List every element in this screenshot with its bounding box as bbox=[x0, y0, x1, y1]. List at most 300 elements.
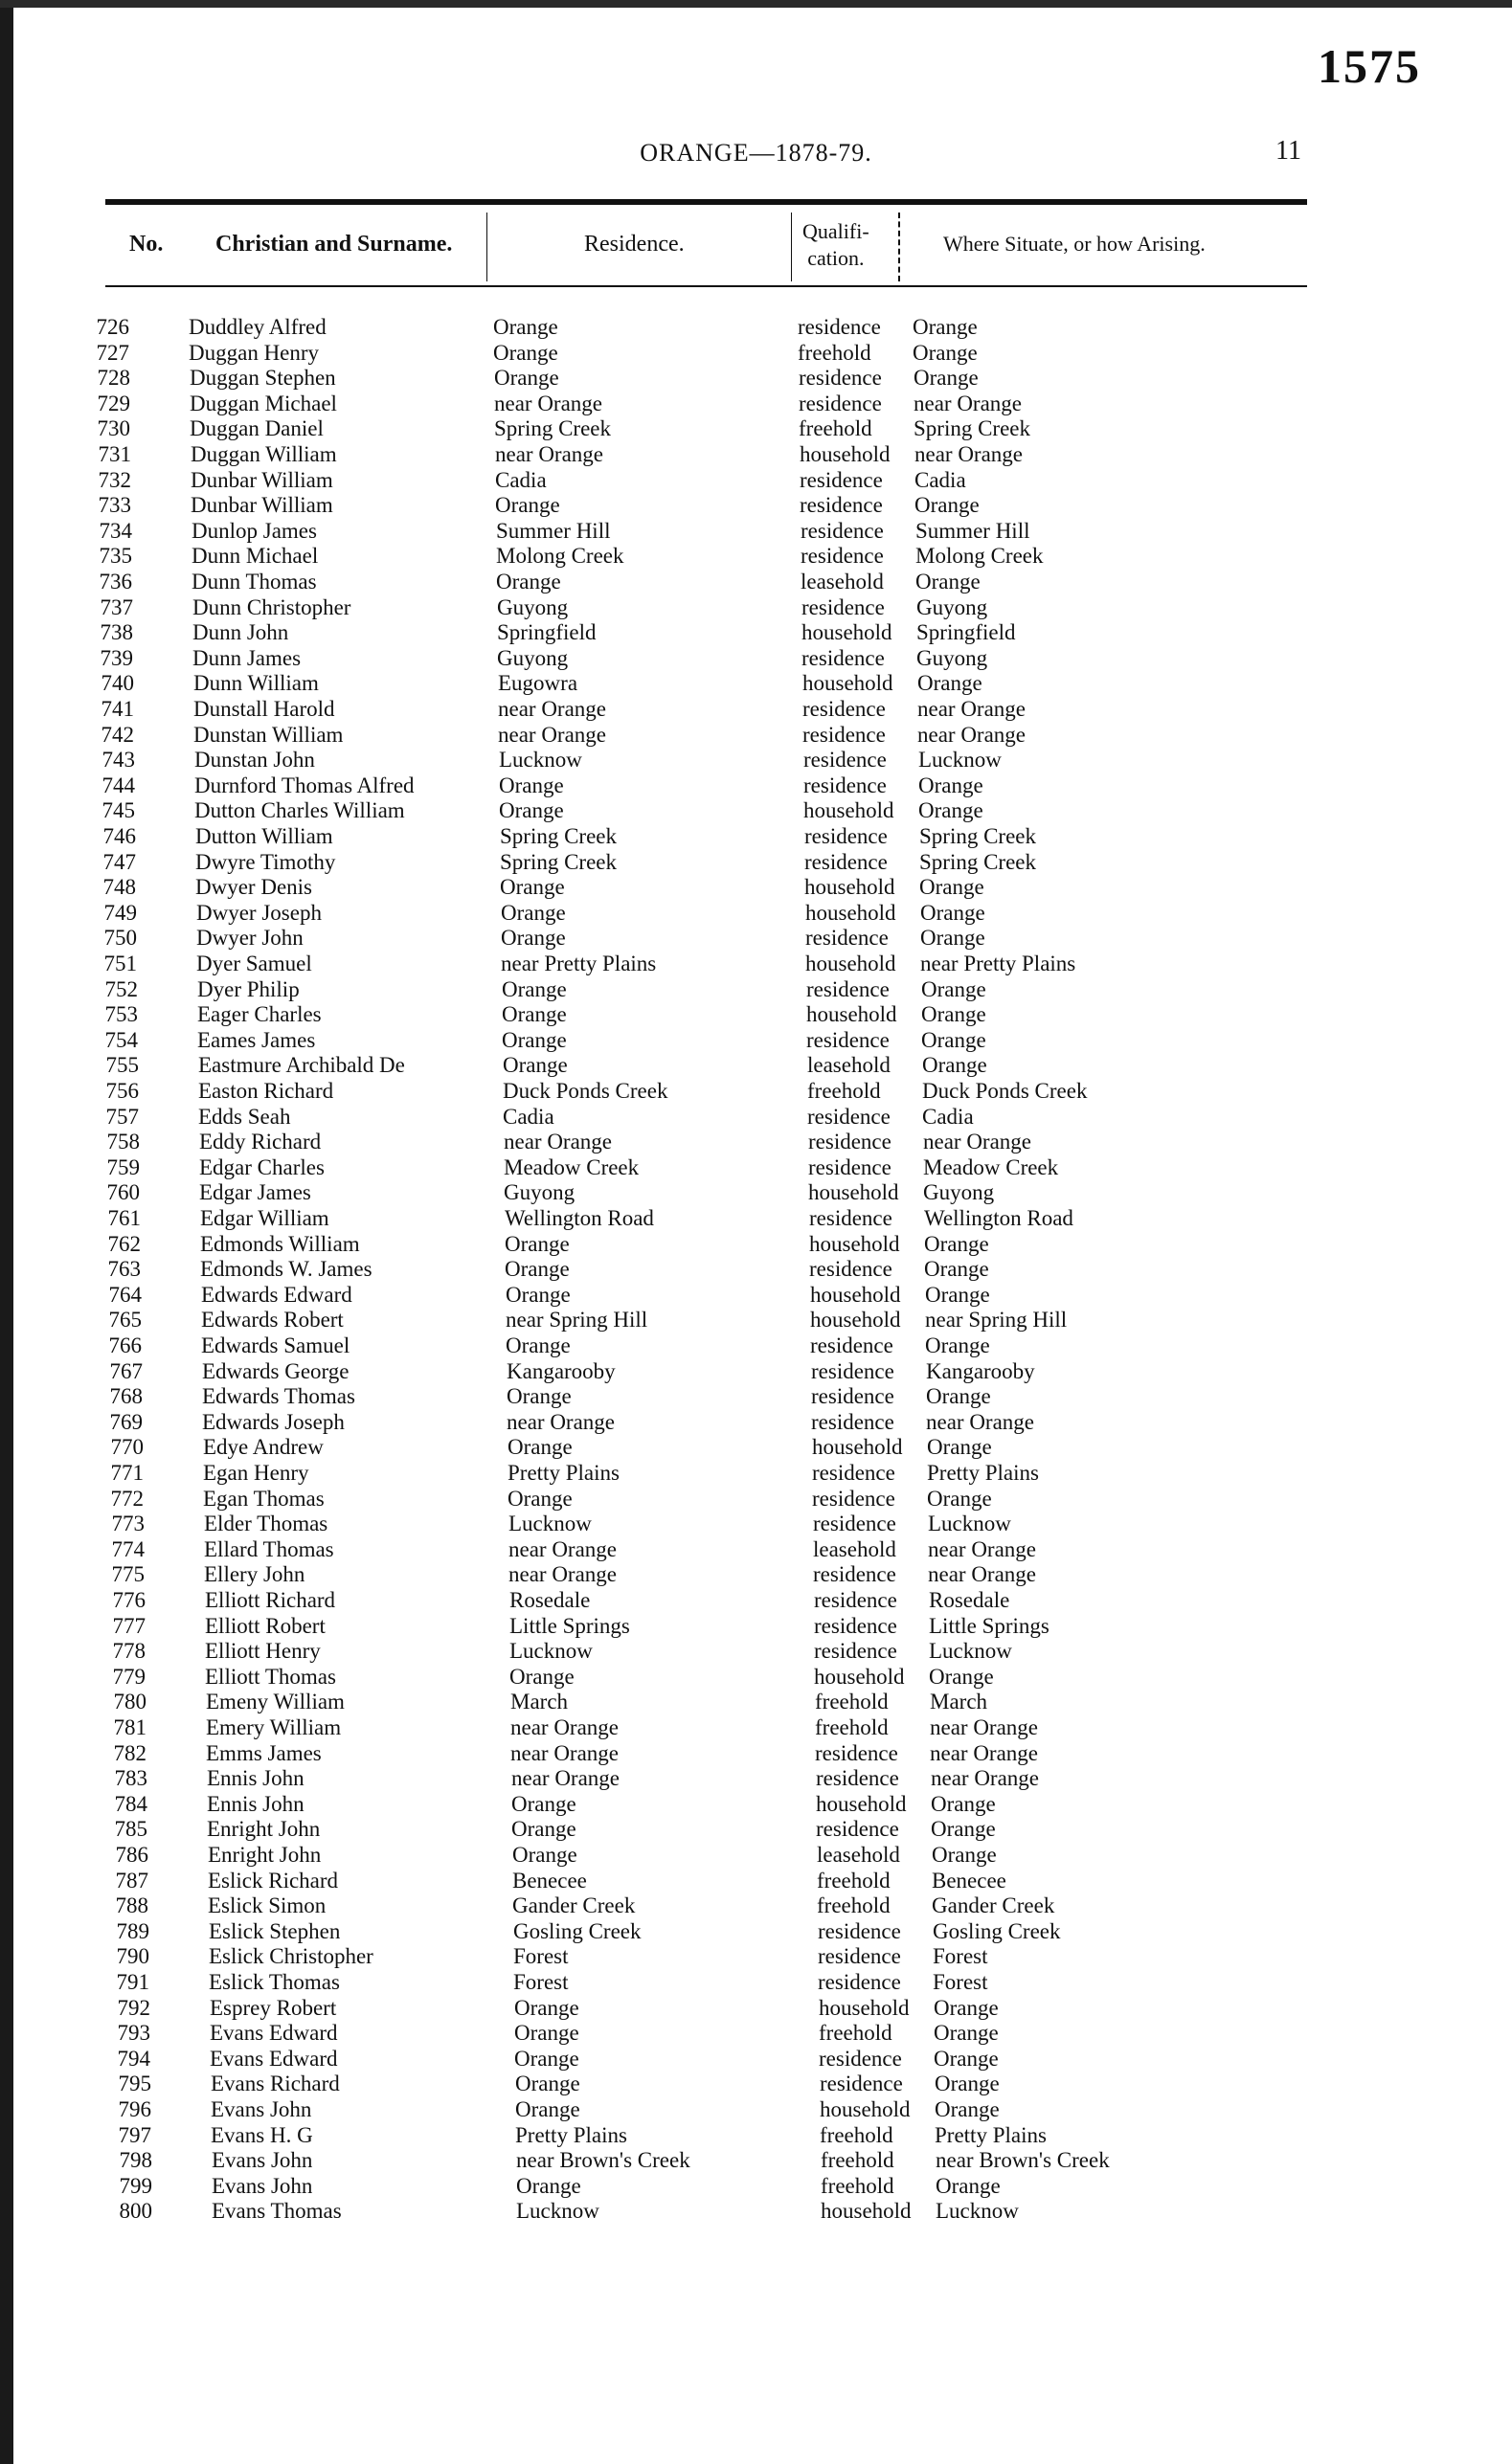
row-qualification: leasehold bbox=[801, 570, 884, 594]
row-residence: March bbox=[510, 1690, 569, 1714]
row-qualification: freehold bbox=[807, 1079, 881, 1103]
row-where: Meadow Creek bbox=[923, 1154, 1059, 1179]
row-name: Elliott Richard bbox=[205, 1588, 336, 1612]
row-residence: Springfield bbox=[497, 620, 597, 645]
row-number: 731 bbox=[98, 442, 131, 466]
row-qualification: freehold bbox=[817, 1893, 891, 1918]
row-name: Edgar James bbox=[199, 1180, 311, 1205]
row-qualification: household bbox=[819, 1995, 910, 2020]
row-qualification: household bbox=[805, 900, 896, 925]
row-where: Orange bbox=[931, 1791, 996, 1816]
row-where: near Orange bbox=[917, 722, 1027, 747]
row-where: near Brown's Creek bbox=[936, 2148, 1110, 2173]
row-residence: near Spring Hill bbox=[506, 1308, 648, 1333]
row-name: Edwards Robert bbox=[201, 1308, 344, 1333]
row-qualification: residence bbox=[799, 391, 882, 415]
row-residence: Little Springs bbox=[509, 1613, 630, 1638]
row-number: 751 bbox=[103, 952, 137, 975]
row-qualification: household bbox=[801, 620, 892, 645]
row-qualification: residence bbox=[804, 849, 888, 874]
header-rule-top bbox=[105, 199, 1307, 205]
table-row bbox=[0, 1765, 1512, 1791]
row-where: Rosedale bbox=[929, 1588, 1010, 1612]
column-divider-1 bbox=[486, 213, 487, 281]
row-where: near Orange bbox=[930, 1740, 1039, 1765]
row-qualification: household bbox=[821, 2199, 912, 2224]
row-number: 763 bbox=[107, 1257, 141, 1282]
column-header-qualification bbox=[802, 218, 869, 272]
row-name: Evans Richard bbox=[211, 2072, 340, 2096]
table-row bbox=[0, 1791, 1512, 1817]
table-row bbox=[0, 823, 1512, 849]
row-number: 799 bbox=[119, 2173, 152, 2198]
table-row bbox=[0, 340, 1512, 366]
row-name: Evans Edward bbox=[210, 2046, 338, 2071]
row-residence: Orange bbox=[499, 773, 564, 797]
scan-edge-top bbox=[0, 0, 1512, 8]
table-row bbox=[0, 2020, 1512, 2046]
row-number: 786 bbox=[115, 1843, 148, 1867]
table-row bbox=[0, 391, 1512, 416]
row-qualification: leasehold bbox=[813, 1536, 896, 1561]
row-residence: Guyong bbox=[497, 645, 569, 670]
row-number: 800 bbox=[119, 2199, 152, 2224]
row-residence: near Orange bbox=[510, 1715, 620, 1739]
row-residence: near Orange bbox=[508, 1536, 618, 1561]
row-number: 735 bbox=[99, 544, 132, 569]
table-row bbox=[0, 1027, 1512, 1053]
row-name: Eslick Simon bbox=[208, 1893, 327, 1918]
row-qualification: leasehold bbox=[807, 1053, 891, 1078]
row-name: Dunstan John bbox=[194, 748, 315, 773]
table-row bbox=[0, 1460, 1512, 1486]
row-name: Dunstall Harold bbox=[193, 697, 335, 721]
row-where: Orange bbox=[921, 1002, 986, 1027]
table-row bbox=[0, 2096, 1512, 2122]
row-where: Lucknow bbox=[936, 2199, 1019, 2224]
row-number: 780 bbox=[113, 1690, 147, 1714]
row-name: Ennis John bbox=[207, 1766, 305, 1791]
row-qualification: residence bbox=[808, 1130, 891, 1154]
row-qualification: residence bbox=[799, 366, 882, 391]
row-number: 739 bbox=[100, 645, 133, 670]
row-residence: Molong Creek bbox=[496, 544, 624, 569]
row-where: Cadia bbox=[914, 467, 966, 492]
table-row bbox=[0, 645, 1512, 671]
table-row bbox=[0, 747, 1512, 773]
row-residence: near Orange bbox=[498, 722, 607, 747]
row-residence: Kangarooby bbox=[507, 1358, 616, 1383]
row-qualification: household bbox=[804, 875, 895, 900]
row-qualification: household bbox=[814, 1664, 905, 1689]
row-name: Duggan Daniel bbox=[190, 416, 324, 441]
row-name: Esprey Robert bbox=[210, 1995, 337, 2020]
row-qualification: residence bbox=[814, 1588, 897, 1612]
row-residence: Pretty Plains bbox=[515, 2122, 627, 2147]
row-number: 783 bbox=[114, 1766, 147, 1791]
row-qualification: household bbox=[802, 671, 893, 696]
row-name: Dunn William bbox=[193, 671, 319, 696]
row-name: Ellery John bbox=[204, 1562, 305, 1587]
row-qualification: residence bbox=[812, 1461, 895, 1485]
row-where: Guyong bbox=[916, 594, 988, 619]
row-number: 728 bbox=[97, 366, 130, 391]
row-where: Orange bbox=[917, 671, 982, 696]
column-header-qualification-line2: cation. bbox=[807, 246, 865, 270]
row-where: Orange bbox=[929, 1664, 994, 1689]
row-number: 729 bbox=[97, 391, 130, 415]
row-qualification: freehold bbox=[799, 416, 872, 441]
row-number: 756 bbox=[105, 1079, 139, 1103]
row-name: Duddley Alfred bbox=[189, 315, 327, 339]
row-number: 787 bbox=[115, 1868, 148, 1893]
row-number: 752 bbox=[104, 976, 138, 1001]
row-qualification: residence bbox=[804, 824, 888, 848]
row-number: 760 bbox=[106, 1180, 140, 1205]
row-residence: near Brown's Creek bbox=[516, 2148, 690, 2173]
row-number: 754 bbox=[104, 1027, 138, 1052]
row-name: Ellard Thomas bbox=[204, 1536, 334, 1561]
row-residence: Orange bbox=[494, 366, 559, 391]
row-name: Emery William bbox=[206, 1715, 342, 1739]
row-name: Duggan Stephen bbox=[190, 366, 336, 391]
table-row bbox=[0, 1179, 1512, 1205]
row-where: Spring Creek bbox=[919, 849, 1037, 874]
row-where: Orange bbox=[925, 1333, 990, 1357]
row-where: near Spring Hill bbox=[925, 1308, 1068, 1333]
row-qualification: residence bbox=[800, 493, 883, 518]
row-residence: Duck Ponds Creek bbox=[503, 1079, 668, 1103]
table-row bbox=[0, 976, 1512, 1002]
row-number: 741 bbox=[101, 697, 134, 721]
row-residence: near Orange bbox=[511, 1766, 621, 1791]
row-name: Dwyer Joseph bbox=[196, 900, 322, 925]
row-qualification: residence bbox=[813, 1562, 896, 1587]
row-where: Orange bbox=[932, 1843, 997, 1867]
row-where: Spring Creek bbox=[919, 824, 1037, 848]
header-rule-bottom bbox=[105, 285, 1307, 287]
row-where: Orange bbox=[920, 900, 985, 925]
row-residence: Orange bbox=[512, 1843, 577, 1867]
row-number: 779 bbox=[112, 1664, 146, 1689]
row-residence: Orange bbox=[508, 1435, 573, 1460]
row-qualification: residence bbox=[813, 1512, 896, 1536]
row-where: near Orange bbox=[923, 1130, 1032, 1154]
table-row bbox=[0, 2173, 1512, 2199]
row-name: Eager Charles bbox=[197, 1002, 322, 1027]
table-row bbox=[0, 1613, 1512, 1639]
row-name: Evans John bbox=[212, 2148, 313, 2173]
row-number: 734 bbox=[99, 518, 132, 543]
row-qualification: household bbox=[800, 442, 891, 466]
table-row bbox=[0, 1689, 1512, 1714]
row-residence: Orange bbox=[506, 1282, 571, 1307]
table-row bbox=[0, 1714, 1512, 1740]
row-name: Edwards Edward bbox=[201, 1282, 352, 1307]
row-name: Dwyer Denis bbox=[195, 875, 312, 900]
row-where: Orange bbox=[915, 570, 981, 594]
row-where: Gosling Creek bbox=[933, 1918, 1061, 1943]
row-residence: Orange bbox=[496, 570, 561, 594]
row-where: Orange bbox=[913, 340, 978, 365]
row-name: Edgar Charles bbox=[199, 1154, 325, 1179]
row-where: Orange bbox=[918, 798, 983, 823]
table-row bbox=[0, 1561, 1512, 1587]
row-residence: Meadow Creek bbox=[504, 1154, 640, 1179]
row-number: 768 bbox=[109, 1384, 143, 1409]
row-qualification: freehold bbox=[815, 1715, 889, 1739]
row-name: Eames James bbox=[197, 1027, 316, 1052]
table-row bbox=[0, 670, 1512, 696]
row-qualification: household bbox=[820, 2097, 911, 2121]
row-where: Pretty Plains bbox=[935, 2122, 1047, 2147]
row-number: 788 bbox=[115, 1893, 148, 1918]
row-qualification: household bbox=[803, 798, 894, 823]
row-residence: Eugowra bbox=[498, 671, 578, 696]
row-residence: Orange bbox=[499, 798, 564, 823]
row-where: Lucknow bbox=[918, 748, 1002, 773]
row-number: 798 bbox=[119, 2148, 152, 2173]
row-qualification: residence bbox=[803, 773, 887, 797]
row-name: Dunstan William bbox=[193, 722, 344, 747]
row-name: Evans Edward bbox=[210, 2021, 338, 2046]
row-where: near Orange bbox=[930, 1715, 1039, 1739]
row-where: Duck Ponds Creek bbox=[922, 1079, 1088, 1103]
row-where: Gander Creek bbox=[932, 1893, 1055, 1918]
row-qualification: residence bbox=[810, 1333, 893, 1357]
row-number: 796 bbox=[118, 2097, 151, 2121]
row-qualification: residence bbox=[814, 1639, 897, 1664]
row-where: Orange bbox=[920, 926, 985, 951]
row-where: near Orange bbox=[926, 1409, 1035, 1434]
row-residence: Orange bbox=[511, 1817, 576, 1842]
row-where: near Pretty Plains bbox=[920, 952, 1076, 975]
row-residence: Orange bbox=[503, 1053, 568, 1078]
row-residence: Lucknow bbox=[499, 748, 582, 773]
table-row bbox=[0, 1536, 1512, 1562]
row-name: Eslick Thomas bbox=[209, 1970, 340, 1994]
row-name: Eastmure Archibald De bbox=[198, 1053, 405, 1078]
row-qualification: residence bbox=[820, 2072, 903, 2096]
row-where: near Orange bbox=[931, 1766, 1040, 1791]
row-qualification: residence bbox=[814, 1613, 897, 1638]
row-where: Orange bbox=[919, 875, 984, 900]
row-qualification: residence bbox=[812, 1486, 895, 1511]
row-number: 785 bbox=[114, 1817, 147, 1842]
row-qualification: residence bbox=[816, 1766, 899, 1791]
row-where: Molong Creek bbox=[915, 544, 1044, 569]
table-row bbox=[0, 1434, 1512, 1460]
row-residence: near Orange bbox=[508, 1562, 618, 1587]
row-number: 758 bbox=[106, 1130, 140, 1154]
table-row bbox=[0, 1486, 1512, 1512]
row-name: Edwards George bbox=[202, 1358, 350, 1383]
row-number: 744 bbox=[102, 773, 135, 797]
row-number: 753 bbox=[104, 1002, 138, 1027]
row-residence: Orange bbox=[515, 2072, 580, 2096]
row-qualification: residence bbox=[815, 1740, 898, 1765]
table-row bbox=[0, 1587, 1512, 1613]
row-where: Springfield bbox=[916, 620, 1016, 645]
row-where: Little Springs bbox=[929, 1613, 1049, 1638]
row-residence: Guyong bbox=[504, 1180, 575, 1205]
row-qualification: household bbox=[806, 1002, 897, 1027]
row-name: Egan Henry bbox=[203, 1461, 309, 1485]
table-row bbox=[0, 1358, 1512, 1384]
table-row bbox=[0, 722, 1512, 748]
sheet-number: 11 bbox=[1275, 136, 1301, 166]
row-number: 795 bbox=[118, 2072, 151, 2096]
row-qualification: residence bbox=[801, 645, 885, 670]
row-name: Enright John bbox=[207, 1817, 321, 1842]
row-qualification: residence bbox=[802, 722, 886, 747]
column-divider-3 bbox=[898, 213, 900, 281]
column-header-where: Where Situate, or how Arising. bbox=[943, 232, 1206, 256]
row-where: Kangarooby bbox=[926, 1358, 1035, 1383]
row-where: Orange bbox=[913, 315, 978, 339]
row-where: Forest bbox=[933, 1944, 988, 1969]
row-number: 740 bbox=[101, 671, 134, 696]
table-row bbox=[0, 1969, 1512, 1995]
row-name: Dunn Thomas bbox=[192, 570, 317, 594]
row-name: Edwards Joseph bbox=[202, 1409, 345, 1434]
row-number: 755 bbox=[105, 1053, 139, 1078]
row-qualification: residence bbox=[809, 1257, 892, 1282]
row-qualification: residence bbox=[808, 1154, 891, 1179]
row-qualification: residence bbox=[818, 1944, 901, 1969]
row-qualification: residence bbox=[801, 594, 885, 619]
row-name: Eslick Christopher bbox=[209, 1944, 373, 1969]
table-row bbox=[0, 1740, 1512, 1766]
row-number: 772 bbox=[110, 1486, 144, 1511]
table-row bbox=[0, 1842, 1512, 1868]
row-residence: Cadia bbox=[495, 467, 547, 492]
row-name: Elliott Robert bbox=[205, 1613, 326, 1638]
row-number: 750 bbox=[103, 926, 137, 951]
row-qualification: residence bbox=[802, 697, 886, 721]
row-number: 792 bbox=[117, 1995, 150, 2020]
row-qualification: freehold bbox=[798, 340, 871, 365]
row-name: Durnford Thomas Alfred bbox=[194, 773, 415, 797]
table-row bbox=[0, 1893, 1512, 1918]
table-row bbox=[0, 1638, 1512, 1664]
row-where: Spring Creek bbox=[914, 416, 1031, 441]
row-where: Forest bbox=[933, 1970, 988, 1994]
column-header-residence: Residence. bbox=[584, 232, 685, 257]
table-row bbox=[0, 1256, 1512, 1282]
row-residence: Benecee bbox=[512, 1868, 587, 1893]
row-residence: near Pretty Plains bbox=[501, 952, 657, 975]
page-title: ORANGE—1878-79. bbox=[640, 139, 872, 167]
row-number: 726 bbox=[96, 315, 129, 339]
row-number: 767 bbox=[109, 1358, 143, 1383]
row-number: 766 bbox=[108, 1333, 142, 1357]
row-name: Eslick Richard bbox=[208, 1868, 339, 1893]
table-row bbox=[0, 951, 1512, 976]
row-residence: Orange bbox=[502, 1002, 567, 1027]
table-row bbox=[0, 1868, 1512, 1893]
row-number: 778 bbox=[112, 1639, 146, 1664]
table-row bbox=[0, 1816, 1512, 1842]
row-name: Edmonds William bbox=[200, 1231, 360, 1256]
row-name: Evans John bbox=[211, 2097, 312, 2121]
row-name: Emeny William bbox=[206, 1690, 345, 1714]
row-where: March bbox=[930, 1690, 988, 1714]
table-row bbox=[0, 415, 1512, 441]
row-residence: Pretty Plains bbox=[508, 1461, 620, 1485]
row-name: Dunbar William bbox=[191, 467, 333, 492]
table-row bbox=[0, 569, 1512, 594]
row-number: 762 bbox=[107, 1231, 141, 1256]
row-qualification: residence bbox=[809, 1206, 892, 1230]
row-qualification: freehold bbox=[821, 2148, 894, 2173]
row-number: 771 bbox=[110, 1461, 144, 1485]
row-residence: Orange bbox=[500, 875, 565, 900]
row-residence: Forest bbox=[513, 1970, 569, 1994]
table-row bbox=[0, 543, 1512, 569]
row-number: 784 bbox=[114, 1791, 147, 1816]
row-number: 745 bbox=[102, 798, 135, 823]
row-name: Evans John bbox=[212, 2173, 313, 2198]
row-qualification: freehold bbox=[819, 2021, 892, 2046]
row-qualification: residence bbox=[801, 518, 884, 543]
row-where: Orange bbox=[927, 1486, 992, 1511]
row-name: Ennis John bbox=[207, 1791, 305, 1816]
row-where: Orange bbox=[921, 976, 986, 1001]
table-row bbox=[0, 1409, 1512, 1435]
row-residence: Orange bbox=[502, 976, 567, 1001]
column-header-no: No. bbox=[129, 232, 164, 257]
row-residence: Lucknow bbox=[516, 2199, 599, 2224]
row-residence: Orange bbox=[516, 2173, 581, 2198]
column-divider-2 bbox=[791, 213, 792, 281]
row-qualification: household bbox=[808, 1180, 899, 1205]
row-residence: Orange bbox=[507, 1384, 572, 1409]
row-where: Orange bbox=[935, 2072, 1000, 2096]
row-where: Summer Hill bbox=[915, 518, 1030, 543]
row-qualification: household bbox=[810, 1308, 901, 1333]
table-row bbox=[0, 1995, 1512, 2021]
row-name: Dunn Michael bbox=[192, 544, 319, 569]
table-row bbox=[0, 1205, 1512, 1231]
row-number: 790 bbox=[116, 1944, 149, 1969]
row-number: 793 bbox=[117, 2021, 150, 2046]
row-name: Edmonds W. James bbox=[200, 1257, 372, 1282]
row-qualification: residence bbox=[803, 748, 887, 773]
table-row bbox=[0, 2122, 1512, 2148]
row-name: Elder Thomas bbox=[204, 1512, 328, 1536]
row-number: 761 bbox=[107, 1206, 141, 1230]
row-qualification: household bbox=[816, 1791, 907, 1816]
row-name: Dwyre Timothy bbox=[195, 849, 336, 874]
row-name: Dyer Samuel bbox=[196, 952, 312, 975]
row-where: near Orange bbox=[928, 1536, 1037, 1561]
table-row bbox=[0, 1282, 1512, 1308]
table-row bbox=[0, 467, 1512, 493]
row-number: 748 bbox=[102, 875, 136, 900]
row-name: Elliott Thomas bbox=[205, 1664, 336, 1689]
table-row bbox=[0, 849, 1512, 875]
row-name: Duggan Henry bbox=[189, 340, 320, 365]
row-where: near Orange bbox=[928, 1562, 1037, 1587]
row-number: 738 bbox=[100, 620, 133, 645]
row-number: 777 bbox=[112, 1613, 146, 1638]
row-residence: Orange bbox=[502, 1027, 567, 1052]
row-number: 749 bbox=[103, 900, 137, 925]
table-row bbox=[0, 1129, 1512, 1154]
row-name: Elliott Henry bbox=[205, 1639, 321, 1664]
row-qualification: freehold bbox=[815, 1690, 889, 1714]
